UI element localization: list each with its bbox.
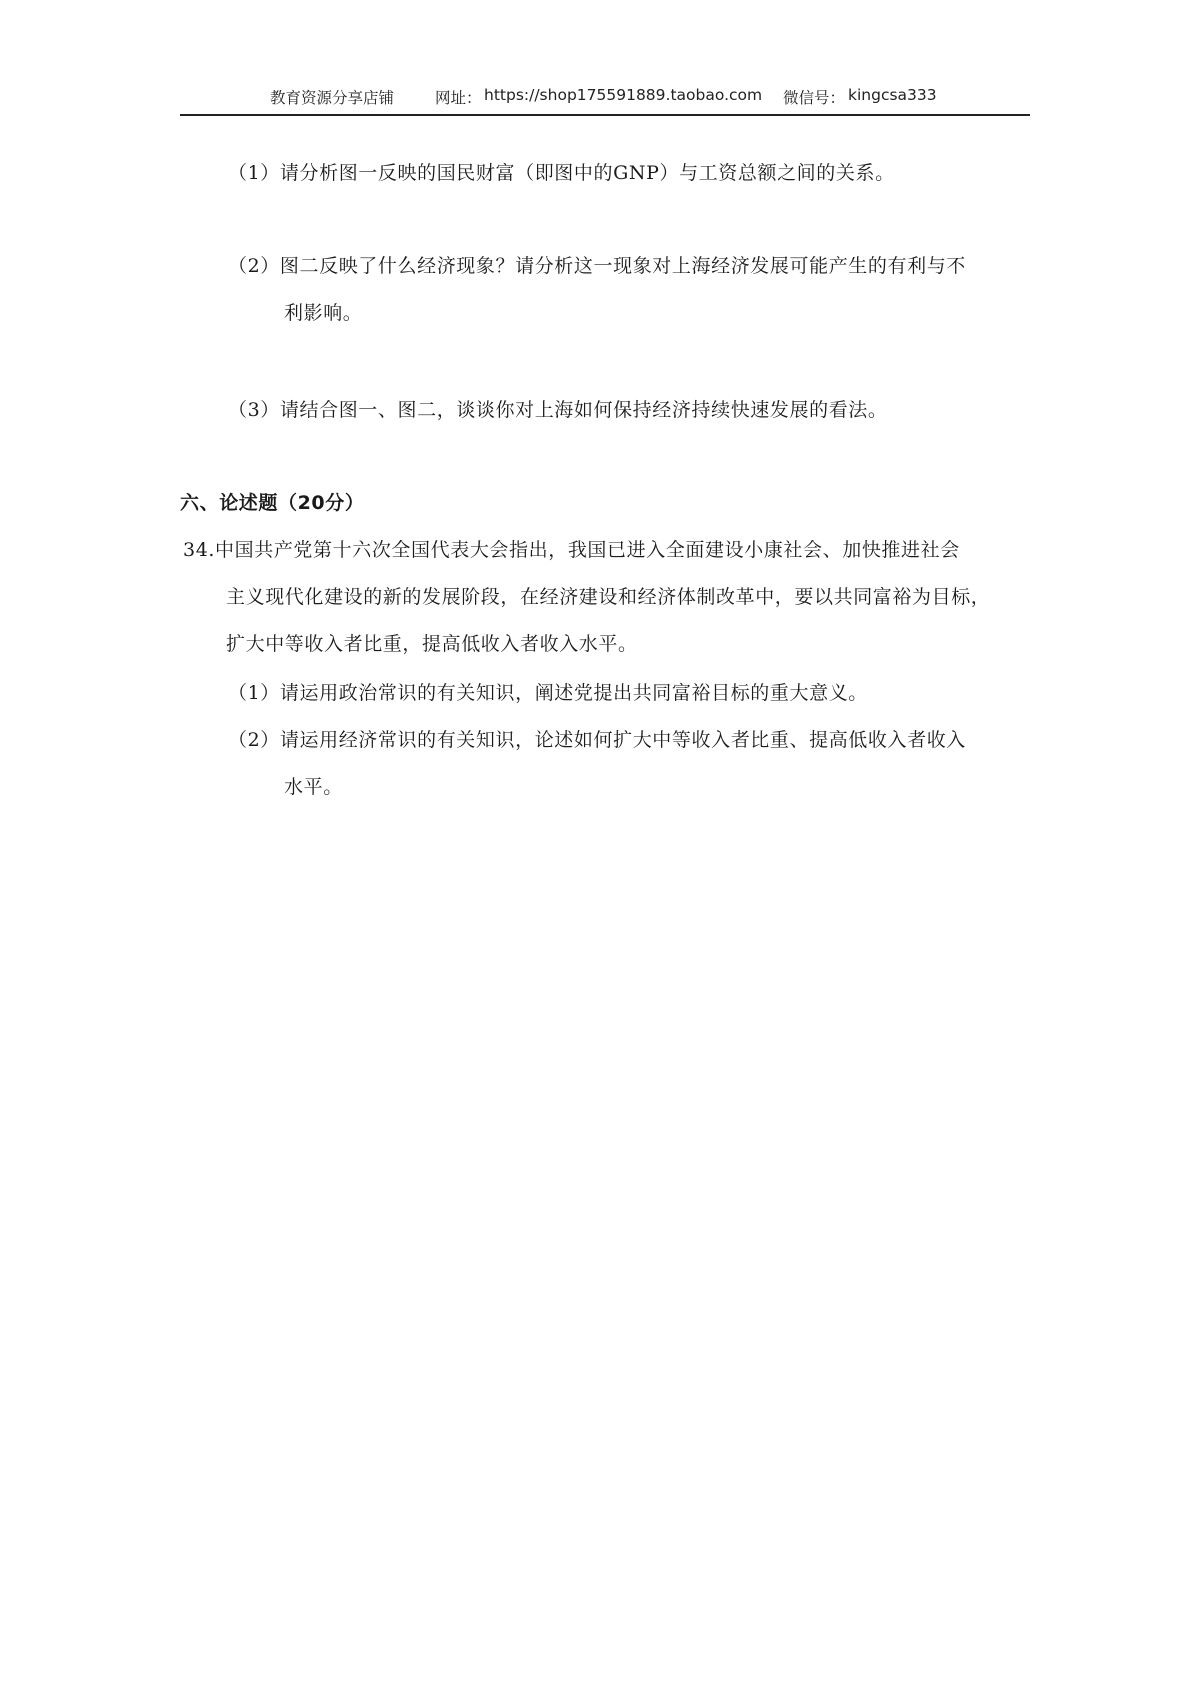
q33-part3-line1: （3）请结合图一、图二，谈谈你对上海如何保持经济持续快速发展的看法。 [228, 399, 888, 421]
q34-part1-line1: （1）请运用政治常识的有关知识，阐述党提出共同富裕目标的重大意义。 [228, 682, 868, 704]
q34-stem-line3: 扩大中等收入者比重，提高低收入者收入水平。 [226, 633, 638, 655]
q33-part2-line2: 利影响。 [284, 302, 363, 324]
wechat-label: 微信号： [783, 89, 846, 107]
shop-name: 教育资源分享店铺 [270, 89, 395, 107]
q34-part2-line2: 水平。 [284, 776, 343, 798]
shop-url: https://shop175591889.taobao.com [484, 86, 763, 104]
q34-stem-line1: 34.中国共产党第十六次全国代表大会指出，我国已进入全面建设小康社会、加快推进社会 [183, 539, 960, 561]
page-header [180, 84, 1030, 116]
section6-title: 六、论述题（20分） [180, 492, 365, 514]
q34-stem-line2: 主义现代化建设的新的发展阶段，在经济建设和经济体制改革中，要以共同富裕为目标， [226, 586, 991, 608]
wechat-id: kingcsa333 [848, 86, 937, 104]
url-label: 网址： [435, 89, 482, 107]
q34-part2-line1: （2）请运用经济常识的有关知识，论述如何扩大中等收入者比重、提高低收入者收入 [228, 729, 966, 751]
q33-part2-line1: （2）图二反映了什么经济现象？请分析这一现象对上海经济发展可能产生的有利与不 [228, 255, 966, 277]
q33-part1-line1: （1）请分析图一反映的国民财富（即图中的GNP）与工资总额之间的关系。 [228, 162, 895, 184]
